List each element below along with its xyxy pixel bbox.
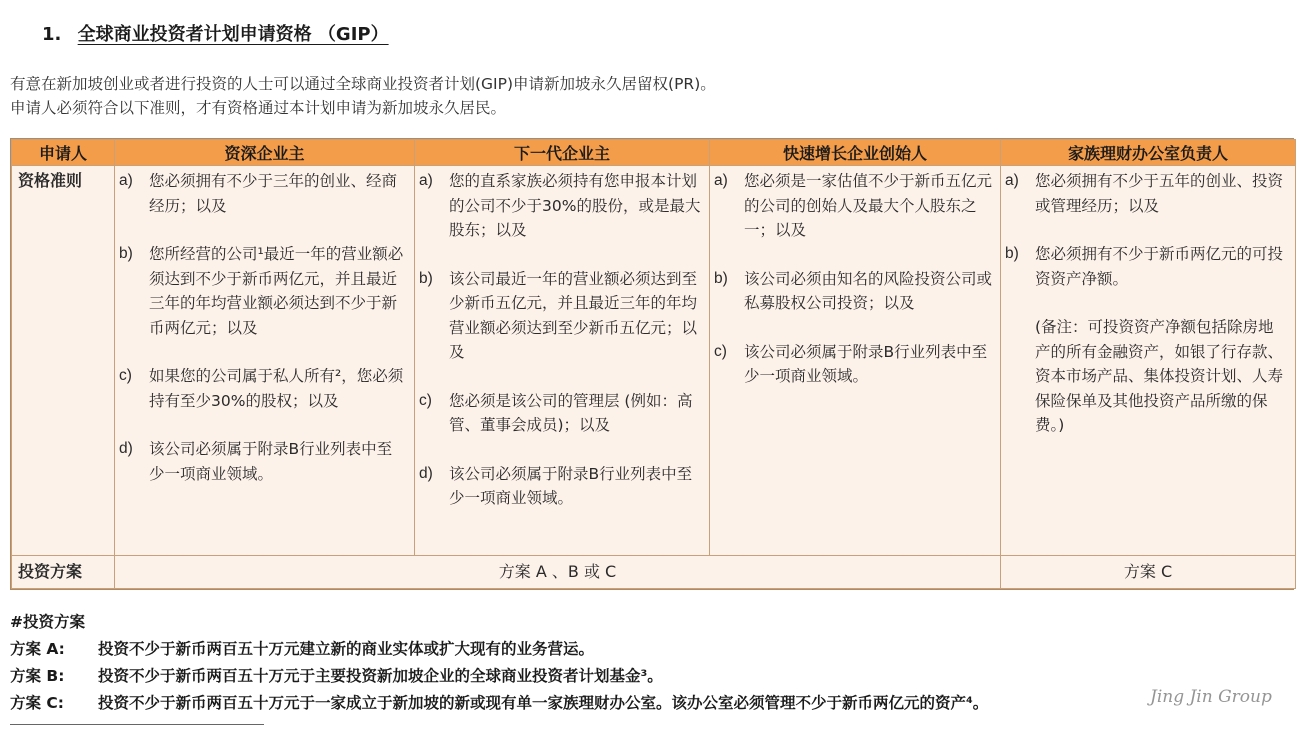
list-item: d) 该公司必须属于附录B行业列表中至少一项商业领域。 [119,440,393,483]
list-item: c) 您必须是该公司的管理层 (例如：高管、董事会成员)；以及 [419,391,693,434]
list-item: a) 您的直系家族必须持有您申报本计划的公司不少于30%的股份，或是最大股东；以及 [419,172,701,239]
criteria-row [12,166,1296,556]
plan-line: 方案 B: 投资不少于新币两百五十万元于主要投资新加坡企业的全球商业投资者计划基金³。 [10,667,663,685]
section-number: 1. [42,24,62,45]
criteria-label: 资格准则 [12,166,115,556]
list-item: b) 您所经营的公司¹最近一年的营业额必须达到不少于新币两亿元，并且最近三年的年均营业额必须达到不少于新币两亿元；以及 [119,245,404,337]
list-item: c) 如果您的公司属于私人所有²，您必须持有至少30%的股权；以及 [119,367,404,410]
watermark-logo: Jing Jin Group [1150,687,1272,707]
intro-line: 有意在新加坡创业或者进行投资的人士可以通过全球商业投资者计划(GIP)申请新加坡永久居留权(PR)。 [10,75,716,93]
header-fast-growth-founder: 快速增长企业创始人 [710,140,1001,166]
plan-label: 投资方案 [12,556,115,589]
list-item: b) 该公司最近一年的营业额必须达到至少新币五亿元，并且最近三年的年均营业额必须达到至少新币五亿元；以及 [419,269,698,361]
plan-abc: 方案 A 、B 或 C [115,556,1001,589]
header-senior-owner: 资深企业主 [115,140,415,166]
criteria-col-1 [115,166,415,556]
eligibility-table [10,138,1294,590]
plans-title: #投资方案 [10,613,85,631]
table-header-row [12,140,1296,166]
list-item: b) 该公司必须由知名的风险投资公司或私募股权公司投资；以及 [714,269,993,312]
header-applicant: 申请人 [12,140,115,166]
list-item: a) 您必须是一家估值不少于新币五亿元的公司的创始人及最大个人股东之一；以及 [714,172,993,239]
plan-row [12,556,1296,589]
header-family-office-head: 家族理财办公室负责人 [1001,140,1296,166]
criteria-col-4 [1001,166,1296,556]
section-title: 全球商业投资者计划申请资格 （GIP） [77,24,389,45]
section-heading [42,20,389,46]
list-item: d) 该公司必须属于附录B行业列表中至少一项商业领域。 [419,464,693,507]
footnote-divider [10,724,264,725]
plan-line: 方案 A: 投资不少于新币两百五十万元建立新的商业实体或扩大现有的业务营运。 [10,640,595,658]
list-item: b) 您必须拥有不少于新币两亿元的可投资资产净额。 [1005,245,1284,288]
plan-c: 方案 C [1001,556,1296,589]
list-item: a) 您必须拥有不少于五年的创业、投资或管理经历；以及 [1005,172,1284,215]
intro-line: 申请人必须符合以下准则，才有资格通过本计划申请为新加坡永久居民。 [10,99,507,117]
criteria-col-2 [415,166,710,556]
asset-note: (备注：可投资资产净额包括除房地产的所有金融资产，如银了行存款、资本市场产品、集体投资计划、人寿保险保单及其他投资产品所缴的保费。) [1035,318,1284,434]
intro-paragraph [10,72,716,120]
list-item: c) 该公司必须属于附录B行业列表中至少一项商业领域。 [714,342,988,385]
header-next-gen-owner: 下一代企业主 [415,140,710,166]
criteria-col-3 [710,166,1001,556]
list-item: a) 您必须拥有不少于三年的创业、经商经历；以及 [119,172,398,215]
plan-line: 方案 C: 投资不少于新币两百五十万元于一家成立于新加坡的新或现有单一家族理财办公室。该办公室必须管理不少于新币两亿元的资产⁴。 [10,694,989,712]
plans-section [10,609,988,717]
